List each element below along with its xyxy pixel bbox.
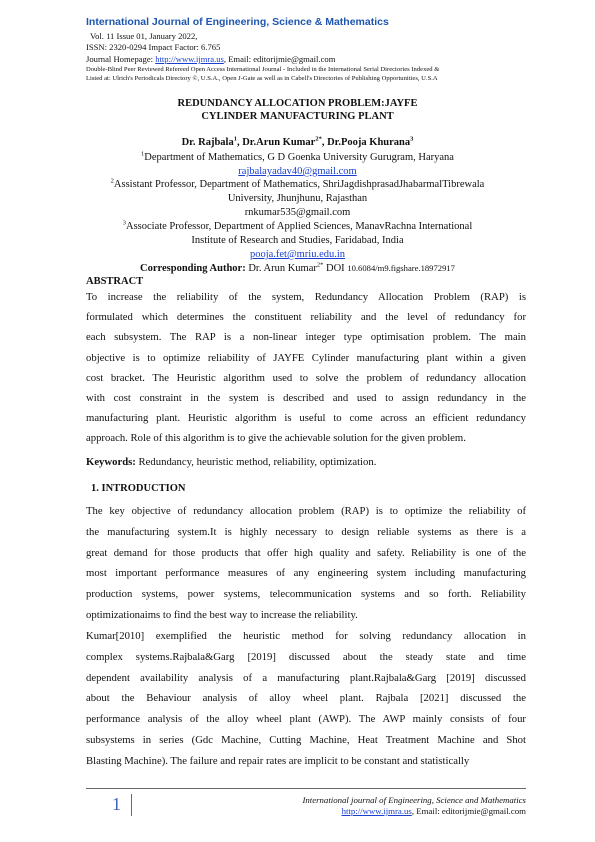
footer-rule <box>86 788 526 789</box>
author-2: , Dr.Arun Kumar <box>236 137 316 148</box>
footer-contact <box>302 806 526 817</box>
affiliation-1-email-row <box>0 165 595 178</box>
author-3: , Dr.Pooja Khurana <box>321 137 411 148</box>
author-3-sup: 3 <box>410 135 414 143</box>
intro-para1-line: most important performance measures of any engineering system including manufacturing <box>86 567 526 580</box>
intro-para1-line: great demand for those products that offer high quality and safety. Reliability is one of the <box>86 546 526 559</box>
intro-para1-line: production systems, power systems, telecommunication systems and so forth. Reliability <box>86 588 526 601</box>
doi-value: 10.6084/m9.figshare.18972917 <box>347 263 455 273</box>
intro-para2-line: complex systems.Rajbala&Garg [2019] discussed about the steady state and time <box>86 650 526 663</box>
corresponding-author-name: Dr. Arun Kumar <box>245 263 317 274</box>
abstract-heading: ABSTRACT <box>86 276 144 287</box>
affiliation-2-email: rnkumar535@gmail.com <box>244 207 351 218</box>
intro-para2-line: Kumar[2010] exemplified the heuristic method for solving redundancy allocation in <box>86 630 526 642</box>
indexing-note-line2: Listed at: Ulrich's Periodicals Directory ©, U.S.A., Open J-Gate as well as in Cabell's Directories of Publishing Opportunities, U.S.A <box>86 75 438 82</box>
doi-label: DOI <box>323 263 348 274</box>
abstract-line: To increase the reliability of the system, Redundancy Allocation Problem (RAP) is <box>86 291 526 303</box>
affiliation-3-text: Associate Professor, Department of Applied Sciences, ManavRachna International <box>125 221 473 232</box>
affiliation-1-sup: 1 <box>141 150 145 158</box>
footer-url[interactable]: http://www.ijmra.us <box>341 806 412 816</box>
paper-title-line1: REDUNDANCY ALLOCATION PROBLEM:JAYFE <box>177 98 418 109</box>
introduction-paragraph-1 <box>86 501 526 626</box>
keywords-text: Redundancy, heuristic method, reliability, optimization. <box>135 456 377 468</box>
keywords <box>86 456 376 468</box>
footer-journal <box>302 795 526 817</box>
footer-divider <box>131 794 132 816</box>
affiliation-2-text: Assistant Professor, Department of Mathematics, ShriJagdishprasadJhabarmalTibrewala <box>113 179 485 190</box>
abstract-line: formulated which determines the constituent reliability and the level of redundancy for <box>86 311 526 324</box>
affiliation-3-email-row <box>0 248 595 261</box>
corresponding-author-sup: 2* <box>316 261 324 269</box>
introduction-paragraph-2 <box>86 626 526 772</box>
affiliation-3-email[interactable]: pooja.fet@mriu.edu.in <box>249 249 346 260</box>
intro-para2-line: subsystems in series (Gdc Machine, Cutting Machine, Heat Treatment Machine and Shot <box>86 733 526 746</box>
affiliation-2 <box>0 178 595 191</box>
affiliation-2-line2: University, Jhunjhunu, Rajasthan <box>227 193 368 204</box>
author-list <box>0 137 595 148</box>
journal-volume: Vol. 11 Issue 01, January 2022, <box>90 31 198 41</box>
affiliation-2-sup: 2 <box>110 177 114 185</box>
introduction-heading: 1. INTRODUCTION <box>91 483 186 494</box>
abstract-line: approach. Role of this algorithm is to give the achievable solution for the given problem. <box>86 432 466 445</box>
homepage-email: , Email: editorijmie@gmail.com <box>223 54 336 64</box>
intro-para2-line: dependent availability analysis of a manufacturing plant.Rajbala&Garg [2019] discussed <box>86 671 526 684</box>
affiliation-3-sup: 3 <box>122 219 126 227</box>
homepage-label: Journal Homepage: <box>86 54 156 64</box>
affiliation-1 <box>0 151 595 164</box>
affiliation-3 <box>0 220 595 233</box>
journal-title: International Journal of Engineering, Science & Mathematics <box>86 16 389 28</box>
abstract-line: objective is to optimize reliability of JAYFE Cylinder manufacturing plant within a given <box>86 351 526 364</box>
abstract-line: manufacturing plant. Heuristic algorithm is useful to come across an efficient redundancy <box>86 412 526 425</box>
journal-homepage <box>86 54 335 64</box>
page-number: 1 <box>112 794 121 814</box>
abstract-line: with cost constraint in the system is described and used to assign redundancy in the <box>86 392 526 405</box>
affiliation-3-line2: Institute of Research and Studies, Faridabad, India <box>191 235 404 246</box>
affiliation-1-text: Department of Mathematics, G D Goenka University Gurugram, Haryana <box>144 152 454 163</box>
corresponding-author-label: Corresponding Author: <box>140 263 246 274</box>
paper-title-line2: CYLINDER MANUFACTURING PLANT <box>201 111 394 122</box>
abstract-line: cost bracket. The Heuristic algorithm used to solve the problem of redundancy allocation <box>86 371 526 384</box>
abstract-body <box>86 287 526 449</box>
corresponding-author <box>0 262 595 275</box>
intro-para2-line: Blasting Machine). The failure and repair rates are implicit to be constant and statistically <box>86 754 470 767</box>
intro-para2-line: performance analysis of the alloy wheel plant (AWP). The AWP mainly consists of four <box>86 713 526 726</box>
indexing-note-line1: Double-Blind Peer Reviewed Refereed Open Access International Journal - Included in the International Serial Directories Indexed & <box>86 66 440 73</box>
journal-issn: ISSN: 2320-0294 Impact Factor: 6.765 <box>86 42 221 52</box>
author-1-sup: 1 <box>233 135 237 143</box>
intro-para1-line: optimizationaims to find the best way to increase the reliability. <box>86 608 358 621</box>
footer-email: , Email: editorijmie@gmail.com <box>411 806 526 816</box>
author-1: Dr. Rajbala <box>181 137 234 148</box>
intro-para1-line: The key objective of redundancy allocation problem (RAP) is to optimize the reliability of <box>86 505 526 517</box>
abstract-line: each subsystem. The RAP is a non-linear integer type optimisation problem. The main <box>86 331 526 344</box>
affiliation-1-email[interactable]: rajbalayadav40@gmail.com <box>238 166 357 177</box>
intro-para2-line: about the Behaviour analysis of alloy wheel plant. Rajbala [2021] discussed the <box>86 692 526 705</box>
author-2-sup: 2* <box>315 135 322 143</box>
homepage-link[interactable]: http://www.ijmra.us <box>155 54 224 64</box>
keywords-label: Keywords: <box>86 456 136 468</box>
intro-para1-line: the manufacturing system.It is highly necessary to design reliable systems as there is a <box>86 525 526 538</box>
footer-journal-name: International journal of Engineering, Science and Mathematics <box>302 795 526 805</box>
